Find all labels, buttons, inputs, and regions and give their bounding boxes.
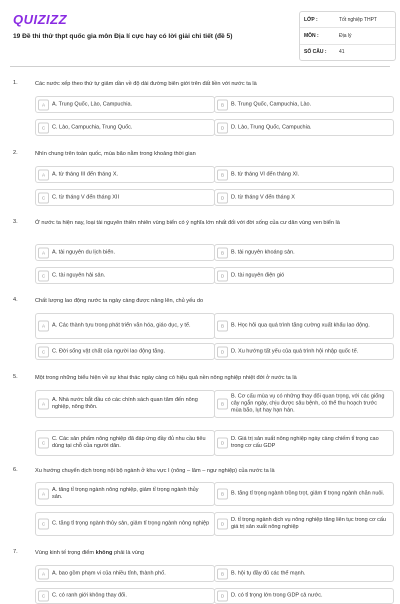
question-number: 2. [13,150,18,156]
option-text: D. từ tháng V đến tháng X [231,194,295,200]
option-letter: A [38,399,49,410]
option-letter: A [38,489,49,500]
option-letter: C [38,122,49,133]
option-a[interactable] [35,565,215,582]
option-text: B. từ tháng VI đến tháng XI. [231,171,300,177]
option-text: B. tài nguyên khoáng sản. [231,249,295,255]
option-text: A. tăng tỉ trọng ngành nông nghiệp, giảm tỉ trọng ngành thủy sản. [52,487,199,500]
question-number: 3. [13,219,18,225]
question-text: Ở nước ta hiện nay, loại tài nguyên thiên nhiên vùng biển có ý nghĩa lớn nhất đối với đời sống của cư dân vùng ven biển là [35,220,340,226]
option-text: B. tăng tỉ trọng ngành trồng trọt, giảm tỉ trọng ngành chăn nuôi. [231,490,385,497]
option-letter: B [217,489,228,500]
option-text: C. có ranh giới không thay đổi. [52,592,127,599]
question-text-part: phải là vùng [112,550,145,556]
option-text: D. tỉ trọng ngành dịch vụ nông nghiệp tăng liên tục trong cơ cấu giá trị sản xuất nông nghiệp [231,517,386,530]
option-letter: B [217,399,228,410]
option-letter: B [217,568,228,579]
info-row-subject [300,28,395,44]
option-text: C. Đời sống vật chất của người lao động tăng. [52,348,166,354]
option-c[interactable] [35,267,215,284]
option-text: A. Trung Quốc, Lào, Campuchia. [52,101,133,107]
option-b[interactable] [214,313,394,339]
option-d[interactable] [214,588,394,604]
option-letter: A [38,99,49,110]
option-c[interactable] [35,189,215,206]
info-label: SỐ CÂU : [304,49,327,56]
question-text-part: Vùng kinh tế trọng điểm [35,550,96,556]
option-c[interactable] [35,512,215,536]
option-text: B. Học hỏi qua quá trình tăng cường xuất khẩu lao động. [231,322,370,329]
question-number: 7. [13,549,18,555]
option-letter: C [38,346,49,357]
option-d[interactable] [214,267,394,284]
option-text: A. từ tháng III đến tháng X. [52,171,119,177]
option-b[interactable] [214,390,394,418]
question-text: Chất lượng lao động nước ta ngày càng được nâng lên, chủ yếu do [35,298,204,304]
option-letter: D [217,192,228,203]
option-c[interactable] [35,430,215,456]
option-b[interactable] [214,166,394,183]
info-row-class [300,12,395,28]
option-letter: A [38,169,49,180]
option-letter: D [217,519,228,530]
option-c[interactable] [35,343,215,360]
question-number: 6. [13,467,18,473]
option-d[interactable] [214,119,394,136]
question-number: 5. [13,374,18,380]
option-b[interactable] [214,96,394,113]
question-number: 1. [13,80,18,86]
option-text: B. hội tụ đầy đủ các thế mạnh. [231,570,306,576]
option-text: A. tài nguyên du lịch biển. [52,249,115,255]
info-value: Tốt nghiệp THPT [339,16,377,23]
option-text: C. Các sản phẩm nông nghiệp đã đáp ứng đầy đủ nhu cầu tiêu dùng tại chỗ của người dân. [52,436,206,449]
option-a[interactable] [35,96,215,113]
option-letter: B [217,247,228,258]
option-d[interactable] [214,512,394,536]
option-letter: D [217,270,228,281]
option-text: D. Xu hướng tất yếu của quá trình hội nhập quốc tế. [231,348,359,354]
page-header [0,0,400,62]
option-a[interactable] [35,244,215,261]
option-b[interactable] [214,244,394,261]
info-label: LỚP : [304,16,318,23]
option-a[interactable] [35,390,215,418]
info-value: Địa lý [339,32,352,39]
info-label: MÔN : [304,32,319,39]
question-text: Nhìn chung trên toàn quốc, mùa bão nằm trong khoảng thời gian [35,151,196,157]
option-d[interactable] [214,430,394,456]
option-b[interactable] [214,565,394,582]
option-text: D. tài nguyên điện gió [231,272,285,278]
question-text [35,549,365,557]
option-a[interactable] [35,166,215,183]
info-value: 41 [339,49,345,56]
option-text: C. tăng tỉ trọng ngành thủy sản, giảm tỉ trọng ngành nông nghiệp [52,520,210,527]
option-letter: D [217,122,228,133]
info-row-count [300,45,395,60]
option-letter: C [38,519,49,530]
option-letter: D [217,438,228,449]
question-text: Các nước xếp theo thứ tự giảm dần về độ dài đường biên giới trên đất liền với nước ta là [35,81,257,87]
option-letter: C [38,591,49,602]
option-letter: B [217,169,228,180]
option-d[interactable] [214,189,394,206]
option-text: B. Cơ cấu mùa vụ có những thay đổi quan trọng, với các giống cây ngắn ngày, chịu được sâu bệnh, có thể thu hoạch trước mùa bão, lụt hay hạn hán. [231,393,385,414]
option-text: C. từ tháng V đến tháng XII [52,194,119,200]
option-letter: C [38,438,49,449]
quizizz-logo: QUIZIZZ [13,12,68,27]
option-letter: A [38,247,49,258]
option-c[interactable] [35,119,215,136]
question-text: Một trong những biểu hiện về sự khai thác ngày càng có hiệu quả nền nông nghiệp nhiệt đới ở nước ta là [35,375,297,381]
option-letter: D [217,346,228,357]
option-text: A. Nhà nước bắt đầu có các chính sách quan tâm đến nông nghiệp, nông thôn. [52,397,198,410]
option-letter: A [38,568,49,579]
option-letter: D [217,591,228,602]
question-text-emphasis: không [95,550,113,556]
question-text: Xu hướng chuyển dịch trong nội bộ ngành ở khu vực I (nông – lâm – ngư nghiệp) của nước ta là [35,468,275,474]
info-box [299,11,396,61]
page-title: 19 Đề thi thử thpt quốc gia môn Địa lí cực hay có lời giải chi tiết (đề 5) [13,33,233,40]
option-letter: C [38,270,49,281]
option-letter: B [217,99,228,110]
option-c[interactable] [35,588,215,604]
option-text: C. Lào, Campuchia, Trung Quốc. [52,124,133,130]
header-divider [10,66,390,67]
question-number: 4. [13,297,18,303]
option-d[interactable] [214,343,394,360]
option-b[interactable] [214,482,394,506]
option-text: C. tài nguyên hải sản. [52,272,106,278]
option-text: A. bao gồm phạm vi của nhiều tỉnh, thành phố. [52,570,166,576]
option-letter: B [217,321,228,332]
option-a[interactable] [35,313,215,339]
option-letter: C [38,192,49,203]
option-letter: A [38,321,49,332]
option-text: A. Các thành tựu trong phát triển văn hóa, giáo dục, y tế. [52,322,191,329]
option-text: D. Giá trị sản xuất nông nghiệp ngày càng chiếm tỉ trọng cao trong cơ cấu GDP [231,436,379,449]
option-a[interactable] [35,482,215,506]
option-text: D. Lào, Trung Quốc, Campuchia. [231,124,312,130]
option-text: D. có tỉ trọng lớn trong GDP cả nước. [231,592,323,599]
option-text: B. Trung Quốc, Campuchia, Lào. [231,101,312,107]
